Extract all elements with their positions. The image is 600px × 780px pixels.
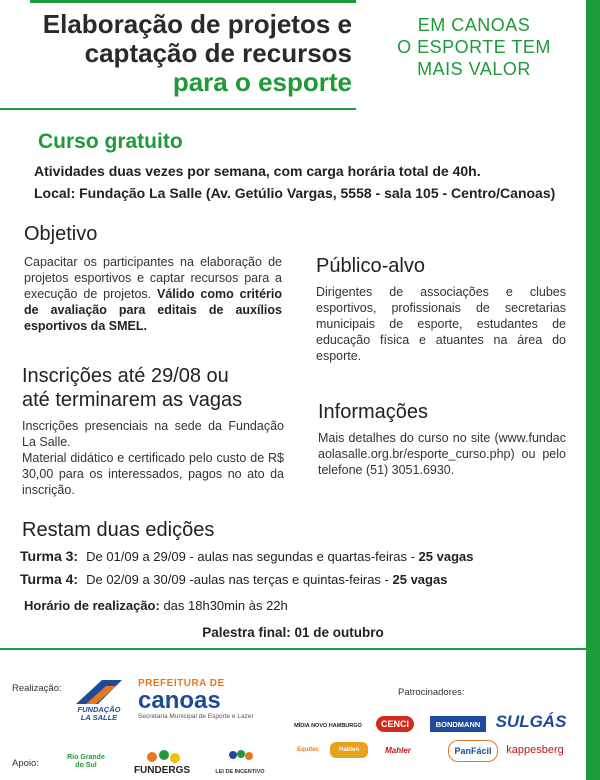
turma-4 <box>20 571 447 587</box>
sponsor-2-text: CENCI <box>380 719 409 729</box>
publico-text: Dirigentes de associações e clubes esportivos, profissionais de secretarias municipais de esporte, estudantes de educação física e atuantes na área do esporte. <box>316 285 566 363</box>
informacoes-section <box>318 400 566 478</box>
sponsor-5-text: Equitec <box>297 747 319 753</box>
inscricoes-heading-1: Inscrições até 29/08 ou <box>22 365 229 387</box>
objetivo-bold: Válido como critério de avaliação para editais de auxílios esportivos da SMEL. <box>24 287 282 333</box>
right-green-bar <box>586 0 600 780</box>
prefeitura-canoas-logo <box>138 670 260 728</box>
apoio-label: Apoio: <box>12 758 39 769</box>
publico-heading: Público-alvo <box>316 255 425 277</box>
sponsor-8-text: PanFácil <box>454 746 492 756</box>
lasalle-line-1: FUNDAÇÃO <box>77 705 121 714</box>
publico-section <box>316 254 566 364</box>
sponsor-kappesberg <box>500 742 570 758</box>
turma-4-vagas: 25 vagas <box>392 572 448 587</box>
sponsor-1-text: MÍDIA NOVO HAMBURGO <box>294 723 362 729</box>
slogan-line-1: EM CANOAS <box>417 15 531 35</box>
lasalle-line-2: LA SALLE <box>80 713 118 722</box>
slogan-line-3: MAIS VALOR <box>417 59 531 79</box>
inscricoes-text <box>22 418 284 498</box>
turma-3-vagas: 25 vagas <box>418 549 474 564</box>
course-location: Local: Fundação La Salle (Av. Getúlio Vargas, 5558 - sala 105 - Centro/Canoas) <box>34 185 556 201</box>
objetivo-body: Capacitar os participantes na elaboração de projetos esportivos e captar recursos para a execução de projetos. <box>24 255 282 301</box>
inscricoes-text-1: Inscrições presenciais na sede da Fundação La Salle. <box>22 419 284 449</box>
inscricoes-section <box>22 364 284 498</box>
slogan-line-2: O ESPORTE TEM <box>397 37 551 57</box>
rio-grande-do-sul-logo <box>64 744 108 780</box>
slogan <box>392 14 556 80</box>
objetivo-section <box>24 222 282 334</box>
fundergs-figure-icon <box>142 749 182 765</box>
fundergs-text: FUNDERGS <box>133 764 191 776</box>
sponsor-cenci <box>376 716 414 732</box>
course-heading: Curso gratuito <box>38 130 183 153</box>
informacoes-text: Mais detalhes do curso no site (www.fundacaolasalle.org.br/esporte_curso.php) ou pelo telefone (51) 3051.6930. <box>318 431 566 477</box>
inscricoes-text-2: Material didático e certificado pelo custo de R$ 30,00 para os interessados, pagos no ato da inscrição. <box>22 451 284 497</box>
prefeitura-sub: Secretaria Municipal de Esporte e Lazer <box>138 713 254 720</box>
turma-3 <box>20 548 473 564</box>
turma-4-label: Turma 4: <box>20 571 79 587</box>
palestra-final: Palestra final: 01 de outubro <box>202 625 384 640</box>
sponsor-mahler <box>374 742 422 758</box>
title-line-1: Elaboração de projetos e <box>42 9 352 39</box>
top-rule <box>30 0 356 3</box>
sponsor-3-text: BONDMANN <box>435 719 481 729</box>
horario-label: Horário de realização: <box>24 598 160 613</box>
title-underline <box>0 108 356 110</box>
objetivo-heading: Objetivo <box>24 223 98 245</box>
title-line-2: captação de recursos <box>84 38 352 68</box>
sponsor-9-text: kappesberg <box>506 744 564 756</box>
sponsor-sulgas <box>496 710 566 734</box>
turma-3-label: Turma 3: <box>20 548 79 564</box>
prefeitura-name: canoas <box>138 687 221 714</box>
sponsor-7-text: Mahler <box>385 745 411 755</box>
course-info <box>34 160 555 204</box>
prefeitura-top: PREFEITURA DE <box>138 678 225 689</box>
turma-3-desc: De 01/09 a 29/09 - aulas nas segundas e quartas-feiras - <box>86 549 419 564</box>
sponsor-equitec <box>290 742 326 758</box>
sponsor-bondmann <box>430 716 486 732</box>
lei-incentivo-text: LEI DE INCENTIVO <box>215 769 265 775</box>
sponsor-panfacil <box>448 740 498 762</box>
lasalle-logo <box>66 670 132 728</box>
objetivo-text <box>24 254 282 334</box>
lei-incentivo-logo <box>212 744 268 780</box>
title-line-3: para o esporte <box>172 67 352 97</box>
page-title <box>22 10 352 97</box>
horario-value: das 18h30min às 22h <box>159 598 288 613</box>
turma-4-desc: De 02/09 a 30/09 -aulas nas terças e quintas-feiras - <box>86 572 393 587</box>
horario <box>24 598 288 613</box>
footer <box>0 650 586 780</box>
lasalle-flame-icon <box>72 676 126 706</box>
sponsor-midia-novo-hamburgo <box>290 718 366 734</box>
inscricoes-heading-2: até terminarem as vagas <box>22 389 243 411</box>
rs-logo-text: Rio Grande do Sul <box>67 754 105 769</box>
lei-incentivo-figure-icon <box>225 749 255 769</box>
sponsor-6-text: Hablen <box>338 747 359 753</box>
patrocinadores-label: Patrocinadores: <box>398 687 465 698</box>
edicoes-heading: Restam duas edições <box>22 519 215 541</box>
sponsor-hablen <box>330 742 368 758</box>
lasalle-name <box>78 706 121 722</box>
informacoes-heading: Informações <box>318 401 429 423</box>
course-activities: Atividades duas vezes por semana, com carga horária total de 40h. <box>34 163 481 179</box>
fundergs-logo <box>128 744 196 780</box>
sponsor-4-text: SULGÁS <box>495 712 567 731</box>
realizacao-label: Realização: <box>12 683 62 694</box>
